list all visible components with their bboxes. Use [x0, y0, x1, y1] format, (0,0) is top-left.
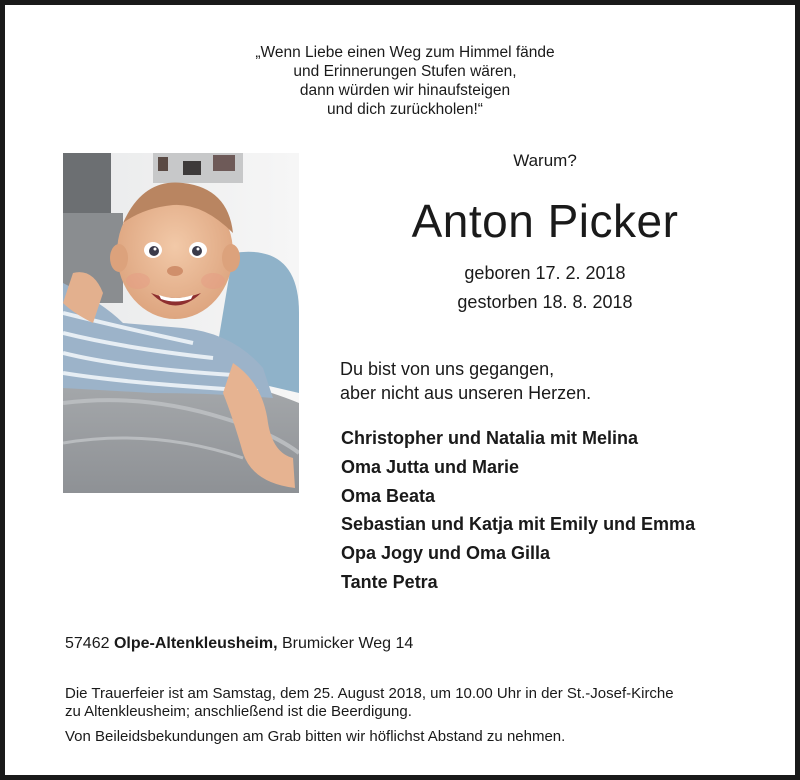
warum-heading: Warum? [513, 151, 577, 170]
address-street: Brumicker Weg 14 [282, 635, 414, 652]
quote-line: dann würden wir hinaufsteigen [299, 82, 511, 99]
memorial-quote [185, 43, 625, 119]
mourner-entry: Opa Jogy und Oma Gilla [341, 543, 551, 564]
funeral-notice-line: zu Altenkleusheim; anschließend ist die Beerdigung. [65, 703, 412, 720]
address-town: Olpe-Altenkleusheim, [113, 635, 278, 652]
baby-photo [63, 153, 299, 493]
death-date: gestorben 18. 8. 2018 [457, 292, 633, 312]
saying-line: Du bist von uns gegangen, [340, 359, 555, 379]
birth-date: geboren 17. 2. 2018 [464, 263, 626, 283]
address-postcode: 57462 [65, 635, 110, 652]
farewell-saying [340, 357, 760, 405]
family-address [65, 635, 765, 653]
funeral-notice [65, 685, 765, 721]
mourner-entry: Oma Beata [341, 485, 436, 506]
life-dates [405, 259, 685, 317]
mourner-entry: Sebastian und Katja mit Emily und Emma [341, 514, 696, 535]
deceased-name: Anton Picker [411, 195, 679, 247]
saying-line: aber nicht aus unseren Herzen. [340, 383, 592, 403]
mourner-entry: Christopher und Natalia mit Melina [341, 428, 639, 448]
mourners-list [341, 424, 791, 597]
baby-photo-illustration [63, 153, 299, 493]
mourner-entry: Oma Jutta und Marie [341, 456, 520, 477]
quote-line: „Wenn Liebe einen Weg zum Himmel fände [255, 44, 555, 61]
quote-line: und dich zurückholen!“ [327, 101, 483, 118]
funeral-notice-line: Die Trauerfeier ist am Samstag, dem 25. August 2018, um 10.00 Uhr in der St.-Josef-Kirche [65, 685, 674, 702]
condolence-note: Von Beileidsbekundungen am Grab bitten wir höflichst Abstand zu nehmen. [65, 728, 566, 745]
mourner-entry: Tante Petra [341, 571, 438, 592]
quote-line: und Erinnerungen Stufen wären, [293, 63, 517, 80]
